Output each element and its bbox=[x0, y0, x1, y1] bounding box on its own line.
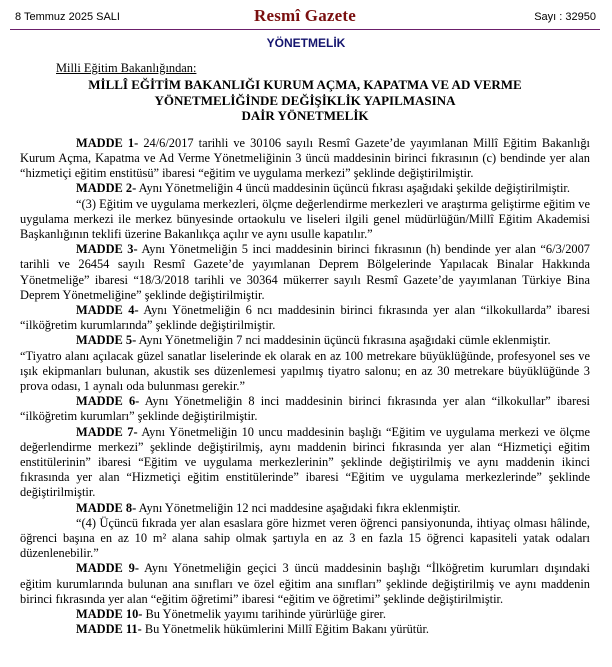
article-paragraph bbox=[20, 181, 590, 196]
article-text: Aynı Yönetmeliğin 6 ncı maddesinin birinci fıkrasında yer alan “ilkokullarda” ibaresi “ilköğretim kurumlarında” şeklinde değiştirilmiştir. bbox=[20, 302, 590, 333]
article-paragraph bbox=[20, 501, 590, 516]
article-text: Aynı Yönetmeliğin 5 inci maddesinin birinci fıkrasının (h) bendinde yer alan “6/3/2007 tarihli ve 26454 sayılı Resmî Gazete’de yayımlanan Deprem Bölgelerinde Yapılacak Binalar Hakkında Yönetmeliğe” ibaresi “18/3/2018 tarihli ve 30364 mükerrer sayılı Resmî Gazete’de yayımlanan Türkiye Bina Deprem Yönetmeliğine” şeklinde değiştirilmiştir. bbox=[20, 242, 590, 302]
article-paragraph bbox=[20, 303, 590, 333]
article-label: MADDE 3- bbox=[76, 242, 138, 257]
regulation-title bbox=[20, 77, 590, 124]
article-paragraph bbox=[20, 333, 590, 348]
article-label: MADDE 8- bbox=[76, 500, 137, 515]
article-paragraph bbox=[20, 561, 590, 607]
regulation-title-line: YÖNETMELİĞİNDE DEĞİŞİKLİK YAPILMASINA bbox=[154, 92, 456, 108]
article-paragraph bbox=[20, 394, 590, 424]
article-text: Bu Yönetmelik yayımı tarihinde yürürlüğe girer. bbox=[142, 607, 386, 621]
article-paragraph bbox=[20, 242, 590, 303]
article-paragraph bbox=[20, 622, 590, 637]
article-label: MADDE 9- bbox=[76, 561, 139, 576]
article-label: MADDE 2- bbox=[76, 181, 137, 196]
articles-list bbox=[20, 136, 590, 638]
article-text: Bu Yönetmelik hükümlerini Millî Eğitim Bakanı yürütür. bbox=[141, 622, 429, 637]
article-text: Aynı Yönetmeliğin 10 uncu maddesinin başlığı “Eğitim ve uygulama merkezi ve ölçme değerlendirme merkezi” şeklinde değiştirilmiş, aynı maddenin birinci fıkrasında yer alan “Hizmetiçi eğitim enstitülerinin” ibaresi “Eğitim ve uygulama merkezlerinin” şeklinde değiştirilmiş ve aynı maddenin ikinci fıkrasında yer alan “Hizmetiçi eğitim enstitülerinde” ibaresi “Eğitim ve uygulama merkezlerinde” şeklinde değiştirilmiştir. bbox=[20, 424, 590, 500]
article-paragraph bbox=[20, 607, 590, 622]
publication-date: 8 Temmuz 2025 SALI bbox=[15, 11, 120, 23]
issue-number: Sayı : 32950 bbox=[534, 11, 596, 23]
article-label: MADDE 6- bbox=[76, 394, 140, 409]
section-heading: YÖNETMELİK bbox=[266, 36, 346, 50]
regulation-title-line: MİLLÎ EĞİTİM BAKANLIĞI KURUM AÇMA, KAPATMA VE AD VERME bbox=[88, 77, 522, 93]
article-text: Aynı Yönetmeliğin 12 nci maddesine aşağıdaki fıkra eklenmiştir. bbox=[136, 500, 461, 515]
issuing-authority: Milli Eğitim Bakanlığından: bbox=[56, 61, 197, 75]
gazette-header bbox=[10, 0, 600, 30]
article-text: Aynı Yönetmeliğin 7 nci maddesinin üçüncü fıkrasına aşağıdaki cümle eklenmiştir. bbox=[136, 333, 551, 348]
article-text: Aynı Yönetmeliğin geçici 3 üncü maddesinin başlığı “İlköğretim kurumları dışındaki eğitim kurumlarında bulunan ana sınıfları ve özel eğitim ana sınıfları” şeklinde değiştirilmiş ve aynı maddenin birinci fıkrasında yer alan “eğitim öğretimi” ibaresi “eğitim ve öğretimi” şeklinde değiştirilmiştir. bbox=[20, 561, 590, 606]
article-label: MADDE 5- bbox=[76, 333, 137, 348]
article-label: MADDE 10- bbox=[76, 607, 143, 621]
article-label: MADDE 1- bbox=[76, 135, 139, 150]
article-paragraph bbox=[20, 136, 590, 182]
article-quoted-text: “(4) Üçüncü fıkrada yer alan esaslara göre hizmet veren öğrenci pansiyonunda, ihtiyaç olması hâlinde, öğrenci başına en az 10 m² alana sahip olmak şartıyla en az 3 en fazla 15 öğrenci kapasiteli yatak odaları düzenlenebilir.” bbox=[20, 515, 590, 561]
article-paragraph bbox=[20, 425, 590, 501]
article-quoted-text: “Tiyatro alanı açılacak güzel sanatlar liselerinde ek olarak en az 100 metrekare büyüklüğünde, profesyonel ses ve ışık ekipmanları bulunan, akustik ses düzenlemesi yapılmış tiyatro salonu; en az 30 metrekare büyüklüğünde 3 prova odası, 1 aynalı oda bulunması gerekir.” bbox=[20, 348, 590, 393]
gazette-title: Resmî Gazete bbox=[254, 6, 356, 25]
article-quoted-text: “(3) Eğitim ve uygulama merkezleri, ölçme değerlendirme merkezleri ve araştırma geliştirme eğitim ve uygulama merkezi ile merkez bünyesinde ortaokulu ve liseleri ilgili genel müdürlüğün/Millî Eğitim Akademisi Başkanlığının teklifi üzerine Bakanlıkça açılır ve aynı usulle kapatılır.” bbox=[20, 196, 590, 241]
article-text: Aynı Yönetmeliğin 8 inci maddesinin birinci fıkrasında yer alan “ilkokullar” ibaresi “ilköğretim kurumları” şeklinde değiştirilmiştir. bbox=[20, 394, 590, 424]
regulation-title-line: DAİR YÖNETMELİK bbox=[241, 108, 369, 124]
document-body bbox=[20, 61, 590, 637]
article-text: 24/6/2017 tarihli ve 30106 sayılı Resmî Gazete’de yayımlanan Millî Eğitim Bakanlığı Kurum Açma, Kapatma ve Ad Verme Yönetmeliğinin 3 üncü maddesinin birinci fıkrasının (c) bendinde yer alan “hizmetiçi eğitim enstitüsü” ibaresi “eğitim ve uygulama merkezi” şeklinde değiştirilmiştir. bbox=[20, 135, 590, 181]
article-label: MADDE 11- bbox=[76, 622, 142, 637]
article-label: MADDE 4- bbox=[76, 302, 139, 317]
article-label: MADDE 7- bbox=[76, 424, 138, 439]
article-text: Aynı Yönetmeliğin 4 üncü maddesinin üçüncü fıkrası aşağıdaki şekilde değiştirilmiştir. bbox=[136, 181, 570, 196]
